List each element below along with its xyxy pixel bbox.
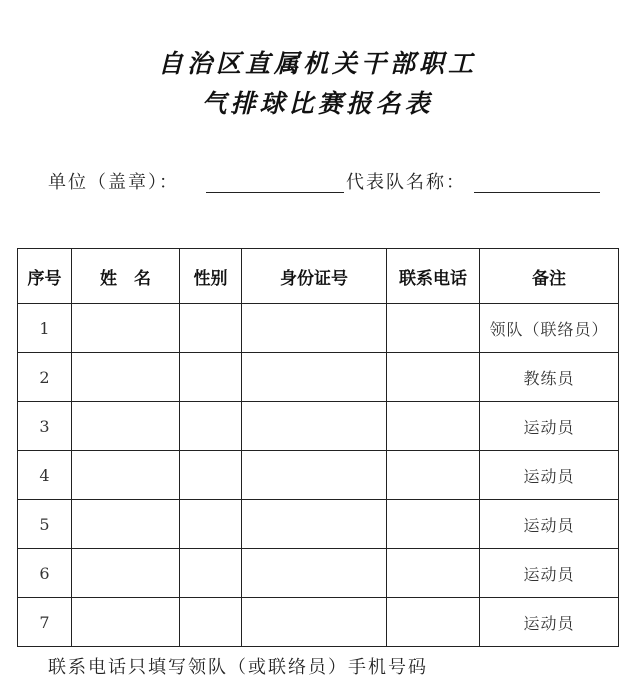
id-number-cell[interactable] — [242, 549, 387, 598]
phone-cell[interactable] — [387, 402, 480, 451]
gender-cell[interactable] — [180, 598, 242, 647]
gender-cell[interactable] — [180, 402, 242, 451]
name-cell[interactable] — [72, 549, 180, 598]
gender-cell[interactable] — [180, 451, 242, 500]
gender-cell[interactable] — [180, 353, 242, 402]
row-number: 6 — [18, 549, 72, 598]
name-cell[interactable] — [72, 598, 180, 647]
name-cell[interactable] — [72, 500, 180, 549]
phone-cell[interactable] — [387, 304, 480, 353]
note-cell: 运动员 — [480, 549, 619, 598]
phone-cell[interactable] — [387, 500, 480, 549]
title-line-2: 气排球比赛报名表 — [201, 89, 434, 118]
phone-cell[interactable] — [387, 598, 480, 647]
header-number: 序号 — [18, 249, 72, 304]
phone-cell[interactable] — [387, 451, 480, 500]
header-name: 姓 名 — [72, 249, 180, 304]
table-row — [18, 500, 619, 549]
row-number: 2 — [18, 353, 72, 402]
header-gender: 性别 — [180, 249, 242, 304]
team-name-label: 代表队名称： — [346, 172, 466, 193]
header-note: 备注 — [480, 249, 619, 304]
table-row — [18, 451, 619, 500]
id-number-cell[interactable] — [242, 304, 387, 353]
name-cell[interactable] — [72, 353, 180, 402]
row-number: 4 — [18, 451, 72, 500]
name-cell[interactable] — [72, 451, 180, 500]
phone-cell[interactable] — [387, 353, 480, 402]
unit-label: 单位（盖章）： — [48, 172, 179, 193]
note-cell: 运动员 — [480, 451, 619, 500]
table-row — [18, 304, 619, 353]
name-cell[interactable] — [72, 304, 180, 353]
row-number: 1 — [18, 304, 72, 353]
footnote: 联系电话只填写领队（或联络员）手机号码 — [48, 657, 428, 678]
phone-cell[interactable] — [387, 549, 480, 598]
name-cell[interactable] — [72, 402, 180, 451]
note-cell: 领队（联络员） — [480, 304, 619, 353]
team-name-fill-line[interactable] — [474, 192, 600, 193]
table-row — [18, 549, 619, 598]
unit-fill-line[interactable] — [206, 192, 344, 193]
registration-table — [17, 248, 619, 647]
table-row — [18, 402, 619, 451]
header-phone: 联系电话 — [387, 249, 480, 304]
table-row — [18, 353, 619, 402]
header-id-number: 身份证号 — [242, 249, 387, 304]
row-number: 5 — [18, 500, 72, 549]
table-row — [18, 598, 619, 647]
row-number: 3 — [18, 402, 72, 451]
id-number-cell[interactable] — [242, 500, 387, 549]
note-cell: 运动员 — [480, 598, 619, 647]
note-cell: 运动员 — [480, 500, 619, 549]
table-header-row — [18, 249, 619, 304]
id-number-cell[interactable] — [242, 353, 387, 402]
note-cell: 运动员 — [480, 402, 619, 451]
title-line-1: 自治区直属机关干部职工 — [157, 49, 477, 78]
id-number-cell[interactable] — [242, 451, 387, 500]
gender-cell[interactable] — [180, 549, 242, 598]
id-number-cell[interactable] — [242, 402, 387, 451]
row-number: 7 — [18, 598, 72, 647]
gender-cell[interactable] — [180, 500, 242, 549]
id-number-cell[interactable] — [242, 598, 387, 647]
note-cell: 教练员 — [480, 353, 619, 402]
gender-cell[interactable] — [180, 304, 242, 353]
